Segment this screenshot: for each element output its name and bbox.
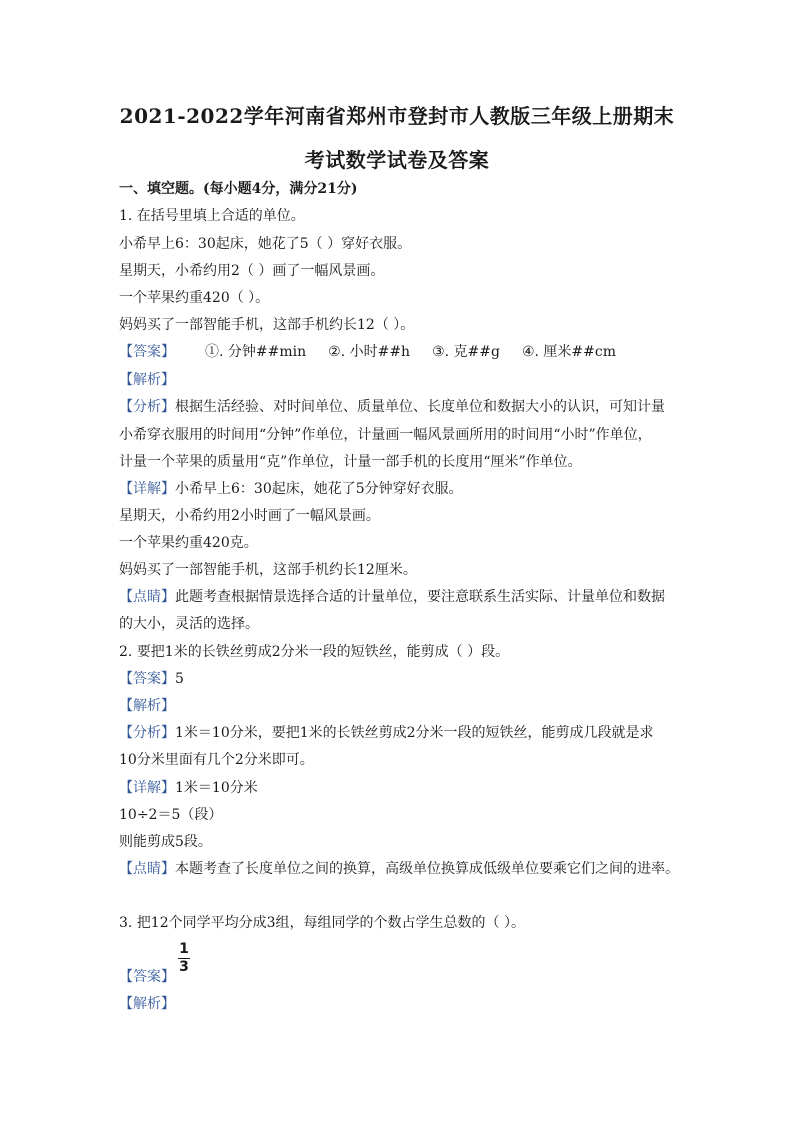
- q2-fenxi-line-2: 10分米里面有几个2分米即可。: [119, 752, 314, 768]
- q2-xiangjie-line-2: 10÷2＝5（段）: [119, 807, 223, 823]
- q1-fenxi-line-3: 计量一个苹果的质量用“克”作单位，计量一部手机的长度用“厘米”作单位。: [119, 454, 582, 470]
- q2-dianjing-line: [119, 860, 679, 878]
- q1-item-2: 星期天，小希约用2（ ）画了一幅风景画。: [119, 263, 385, 279]
- q1-analysis-tag: 【解析】: [119, 372, 175, 388]
- answer-tag: 【答案】: [119, 671, 175, 687]
- q1-item-1: 小希早上6：30起床，她花了5（ ）穿好衣服。: [119, 236, 412, 252]
- q1-item-3: 一个苹果约重420（ ）。: [119, 290, 270, 306]
- q1-answer-1: ①. 分钟##min: [205, 344, 307, 360]
- q1-xiangjie-line-1: [119, 480, 463, 498]
- q2-xiangjie-line-1: [119, 779, 258, 797]
- q1-xiangjie-line-3: 一个苹果约重420克。: [119, 535, 258, 551]
- q1-answer-4: ④. 厘米##cm: [521, 344, 616, 360]
- q1-xiangjie-line-4: 妈妈买了一部智能手机，这部手机约长12厘米。: [119, 562, 417, 578]
- fenxi-text: 1米＝10分米，要把1米的长铁丝剪成2分米一段的短铁丝，能剪成几段就是求: [175, 725, 654, 741]
- fenxi-tag: 【分析】: [119, 725, 175, 741]
- dianjing-tag: 【点睛】: [119, 861, 175, 877]
- q1-dianjing-line-2: 的大小，灵活的选择。: [119, 616, 259, 632]
- q3-answer-row: [119, 968, 175, 986]
- q2-answer-row: [119, 670, 184, 688]
- section-heading: 一、填空题。(每小题4分，满分21分): [119, 181, 358, 197]
- q1-xiangjie-line-2: 星期天，小希约用2小时画了一幅风景画。: [119, 508, 380, 524]
- q2-answer: 5: [175, 671, 184, 687]
- document-title-line-1: 2021-2022学年河南省郑州市登封市人教版三年级上册期末: [119, 104, 675, 128]
- q1-fenxi-line-1: [119, 398, 665, 416]
- q2-analysis-tag: 【解析】: [119, 698, 175, 714]
- q2-xiangjie-line-3: 则能剪成5段。: [119, 834, 212, 850]
- fenxi-text: 根据生活经验、对时间单位、质量单位、长度单位和数据大小的认识，可知计量: [175, 399, 665, 415]
- dianjing-text: 此题考查根据情景选择合适的计量单位，要注意联系生活实际、计量单位和数据: [175, 589, 665, 605]
- answer-tag: 【答案】: [119, 344, 175, 360]
- q1-answer-2: ②. 小时##h: [328, 344, 411, 360]
- q1-item-4: 妈妈买了一部智能手机，这部手机约长12（ ）。: [119, 317, 415, 333]
- q2-stem: 2. 要把1米的长铁丝剪成2分米一段的短铁丝，能剪成（ ）段。: [119, 644, 510, 660]
- dianjing-tag: 【点睛】: [119, 589, 175, 605]
- q1-answer-row: [119, 343, 616, 361]
- q1-answer-3: ③. 克##g: [432, 344, 500, 360]
- q3-stem: 3. 把12个同学平均分成3组，每组同学的个数占学生总数的（ ）。: [119, 915, 525, 931]
- fenxi-tag: 【分析】: [119, 399, 175, 415]
- xiangjie-text: 1米＝10分米: [175, 780, 258, 796]
- answer-tag: 【答案】: [119, 969, 175, 985]
- document-title-line-2: 考试数学试卷及答案: [304, 148, 490, 172]
- fraction-denominator: 3: [179, 959, 189, 975]
- q1-dianjing-line-1: [119, 588, 665, 606]
- q3-analysis-tag: 【解析】: [119, 996, 175, 1012]
- q3-answer-fraction: [178, 942, 190, 975]
- fraction-numerator: 1: [179, 941, 189, 957]
- xiangjie-tag: 【详解】: [119, 780, 175, 796]
- q2-fenxi-line-1: [119, 724, 654, 742]
- q1-fenxi-line-2: 小希穿衣服用的时间用“分钟”作单位，计量画一幅风景画所用的时间用“小时”作单位，: [119, 427, 652, 443]
- dianjing-text: 本题考查了长度单位之间的换算，高级单位换算成低级单位要乘它们之间的进率。: [175, 861, 679, 877]
- xiangjie-tag: 【详解】: [119, 481, 175, 497]
- xiangjie-text: 小希早上6：30起床，她花了5分钟穿好衣服。: [175, 481, 463, 497]
- q1-stem: 1. 在括号里填上合适的单位。: [119, 208, 305, 224]
